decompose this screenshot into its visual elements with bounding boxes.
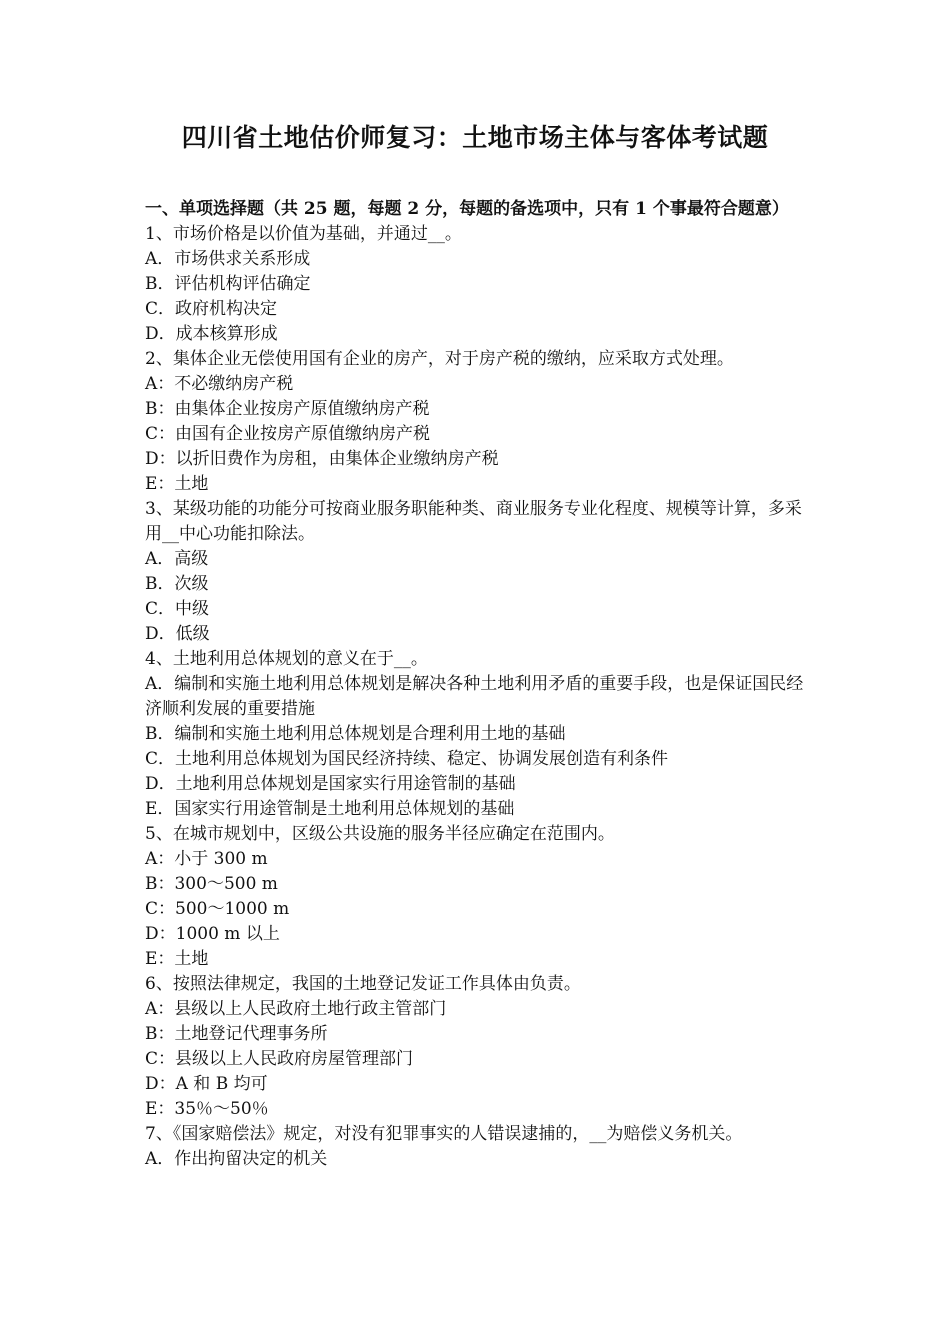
question-6: 6、按照法律规定，我国的土地登记发证工作具体由负责。 [145, 974, 581, 994]
option-line: B：由集体企业按房产原值缴纳房产税 [145, 399, 430, 419]
option-line: A．市场供求关系形成 [145, 249, 311, 269]
option-line: A．编制和实施土地利用总体规划是解决各种土地利用矛盾的重要手段，也是保证国民经济顺利发展的重要措施 [145, 674, 804, 719]
section-heading: 一、单项选择题（共 25 题，每题 2 分，每题的备选项中，只有 1 个事最符合题意） [145, 199, 789, 219]
option-line: A：小于 300 m [145, 849, 268, 869]
question-3: 3、某级功能的功能分可按商业服务职能种类、商业服务专业化程度、规模等计算，多采用__中心功能扣除法。 [145, 499, 802, 544]
option-line: D．成本核算形成 [145, 324, 278, 344]
option-line: B．评估机构评估确定 [145, 274, 311, 294]
option-line: C．政府机构决定 [145, 299, 278, 319]
option-line: E：土地 [145, 474, 209, 494]
question-4: 4、土地利用总体规划的意义在于__。 [145, 649, 428, 669]
option-line: D：1000 m 以上 [145, 924, 280, 944]
option-line: B：300～500 m [145, 874, 278, 894]
option-line: A．高级 [145, 549, 209, 569]
option-line: D．土地利用总体规划是国家实行用途管制的基础 [145, 774, 516, 794]
option-line: C．中级 [145, 599, 210, 619]
question-5: 5、在城市规划中，区级公共设施的服务半径应确定在范围内。 [145, 824, 615, 844]
option-line: E：35％～50％ [145, 1099, 269, 1119]
option-line: B：土地登记代理事务所 [145, 1024, 328, 1044]
document-body [145, 197, 810, 1172]
option-line: A：不必缴纳房产税 [145, 374, 294, 394]
option-line: A：县级以上人民政府土地行政主管部门 [145, 999, 447, 1019]
option-line: E．国家实行用途管制是土地利用总体规划的基础 [145, 799, 515, 819]
option-line: C：由国有企业按房产原值缴纳房产税 [145, 424, 431, 444]
option-line: D．低级 [145, 624, 210, 644]
question-2: 2、集体企业无偿使用国有企业的房产，对于房产税的缴纳，应采取方式处理。 [145, 349, 734, 369]
question-7: 7、《国家赔偿法》规定，对没有犯罪事实的人错误逮捕的，__为赔偿义务机关。 [145, 1124, 743, 1144]
option-line: B．次级 [145, 574, 209, 594]
option-line: D：以折旧费作为房租，由集体企业缴纳房产税 [145, 449, 499, 469]
option-line: C：县级以上人民政府房屋管理部门 [145, 1049, 414, 1069]
option-line: D：A 和 B 均可 [145, 1074, 268, 1094]
question-1: 1、市场价格是以价值为基础，并通过__。 [145, 224, 462, 244]
option-line: A．作出拘留决定的机关 [145, 1149, 328, 1169]
document-title: 四川省土地估价师复习：土地市场主体与客体考试题 [181, 123, 769, 152]
option-line: C．土地利用总体规划为国民经济持续、稳定、协调发展创造有利条件 [145, 749, 669, 769]
option-line: B．编制和实施土地利用总体规划是合理利用土地的基础 [145, 724, 566, 744]
option-line: E：土地 [145, 949, 209, 969]
option-line: C：500～1000 m [145, 899, 290, 919]
